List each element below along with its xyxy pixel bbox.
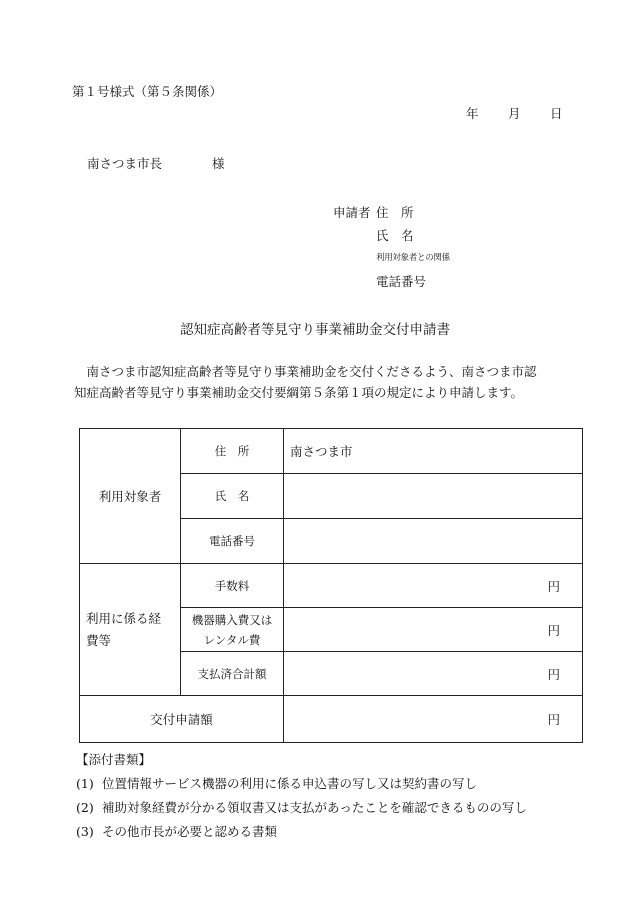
list-item: [76, 820, 527, 844]
total-paid-value[interactable]: [284, 652, 583, 696]
form-number: 第１号様式（第５条関係）: [72, 84, 223, 99]
yen-unit: 円: [547, 622, 560, 638]
name-label: 氏 名: [181, 474, 284, 519]
phone-value[interactable]: [284, 519, 583, 564]
group-expenses-line-1: 利用に係る経: [86, 610, 162, 626]
fee-value[interactable]: [284, 564, 583, 608]
attachment-text: その他市長が必要と認める書類: [102, 824, 278, 839]
name-value[interactable]: [284, 474, 583, 519]
yen-unit: 円: [547, 712, 560, 727]
table-row: [80, 429, 583, 474]
address-label: 住 所: [181, 429, 284, 474]
device-cost-value[interactable]: [284, 608, 583, 652]
group-expenses: [80, 564, 181, 696]
addressee-honorific: 様: [212, 156, 225, 171]
apply-amount-label: 交付申請額: [80, 696, 284, 743]
attachments-heading: 【添付書類】: [76, 752, 152, 767]
group-expenses-line-2: 費等: [86, 632, 112, 648]
table-row: [80, 696, 583, 743]
device-cost-label-line-1: 機器購入費又は: [191, 612, 273, 627]
application-table: [79, 428, 583, 743]
date-year: 年: [466, 106, 479, 121]
date-day: 日: [550, 106, 563, 121]
list-item: [76, 772, 527, 796]
attachment-text: 位置情報サービス機器の利用に係る申込書の写し又は契約書の写し: [102, 776, 478, 791]
yen-unit: 円: [547, 578, 560, 594]
applicant-address-label: 住 所: [376, 205, 414, 220]
body-line-1: 南さつま市認知症高齢者等見守り事業補助金を交付くださるよう、南さつま市認: [86, 364, 537, 379]
date-month: 月: [508, 106, 521, 121]
addressee: [87, 154, 225, 172]
addressee-name: 南さつま市長: [87, 156, 163, 171]
phone-label: 電話番号: [181, 519, 284, 564]
yen-unit: 円: [547, 666, 560, 682]
attachments: [76, 748, 527, 844]
attachment-number: (2): [76, 800, 94, 815]
applicant-heading: 申請者: [333, 205, 371, 220]
attachment-number: (3): [76, 824, 94, 839]
device-cost-label: [181, 608, 284, 652]
document-title: 認知症高齢者等見守り事業補助金交付申請書: [180, 322, 450, 338]
address-value[interactable]: 南さつま市: [284, 429, 583, 474]
date-line: [466, 104, 563, 122]
apply-amount-value[interactable]: [284, 696, 583, 743]
applicant-phone-label: 電話番号: [376, 274, 427, 289]
applicant-name-label: 氏 名: [376, 228, 414, 243]
applicant-relation-label: 利用対象者との関係: [376, 253, 450, 263]
body-line-2: 知症高齢者等見守り事業補助金交付要綱第５条第１項の規定により申請します。: [74, 385, 524, 400]
body-text: [74, 361, 574, 403]
group-target-person: 利用対象者: [80, 429, 181, 564]
fee-label: 手数料: [181, 564, 284, 608]
table-row: [80, 564, 583, 608]
device-cost-label-line-2: レンタル費: [203, 632, 261, 647]
list-item: [76, 796, 527, 820]
attachment-text: 補助対象経費が分かる領収書又は支払があったことを確認できるものの写し: [102, 800, 527, 815]
total-paid-label: 支払済合計額: [181, 652, 284, 696]
attachment-number: (1): [76, 776, 94, 791]
